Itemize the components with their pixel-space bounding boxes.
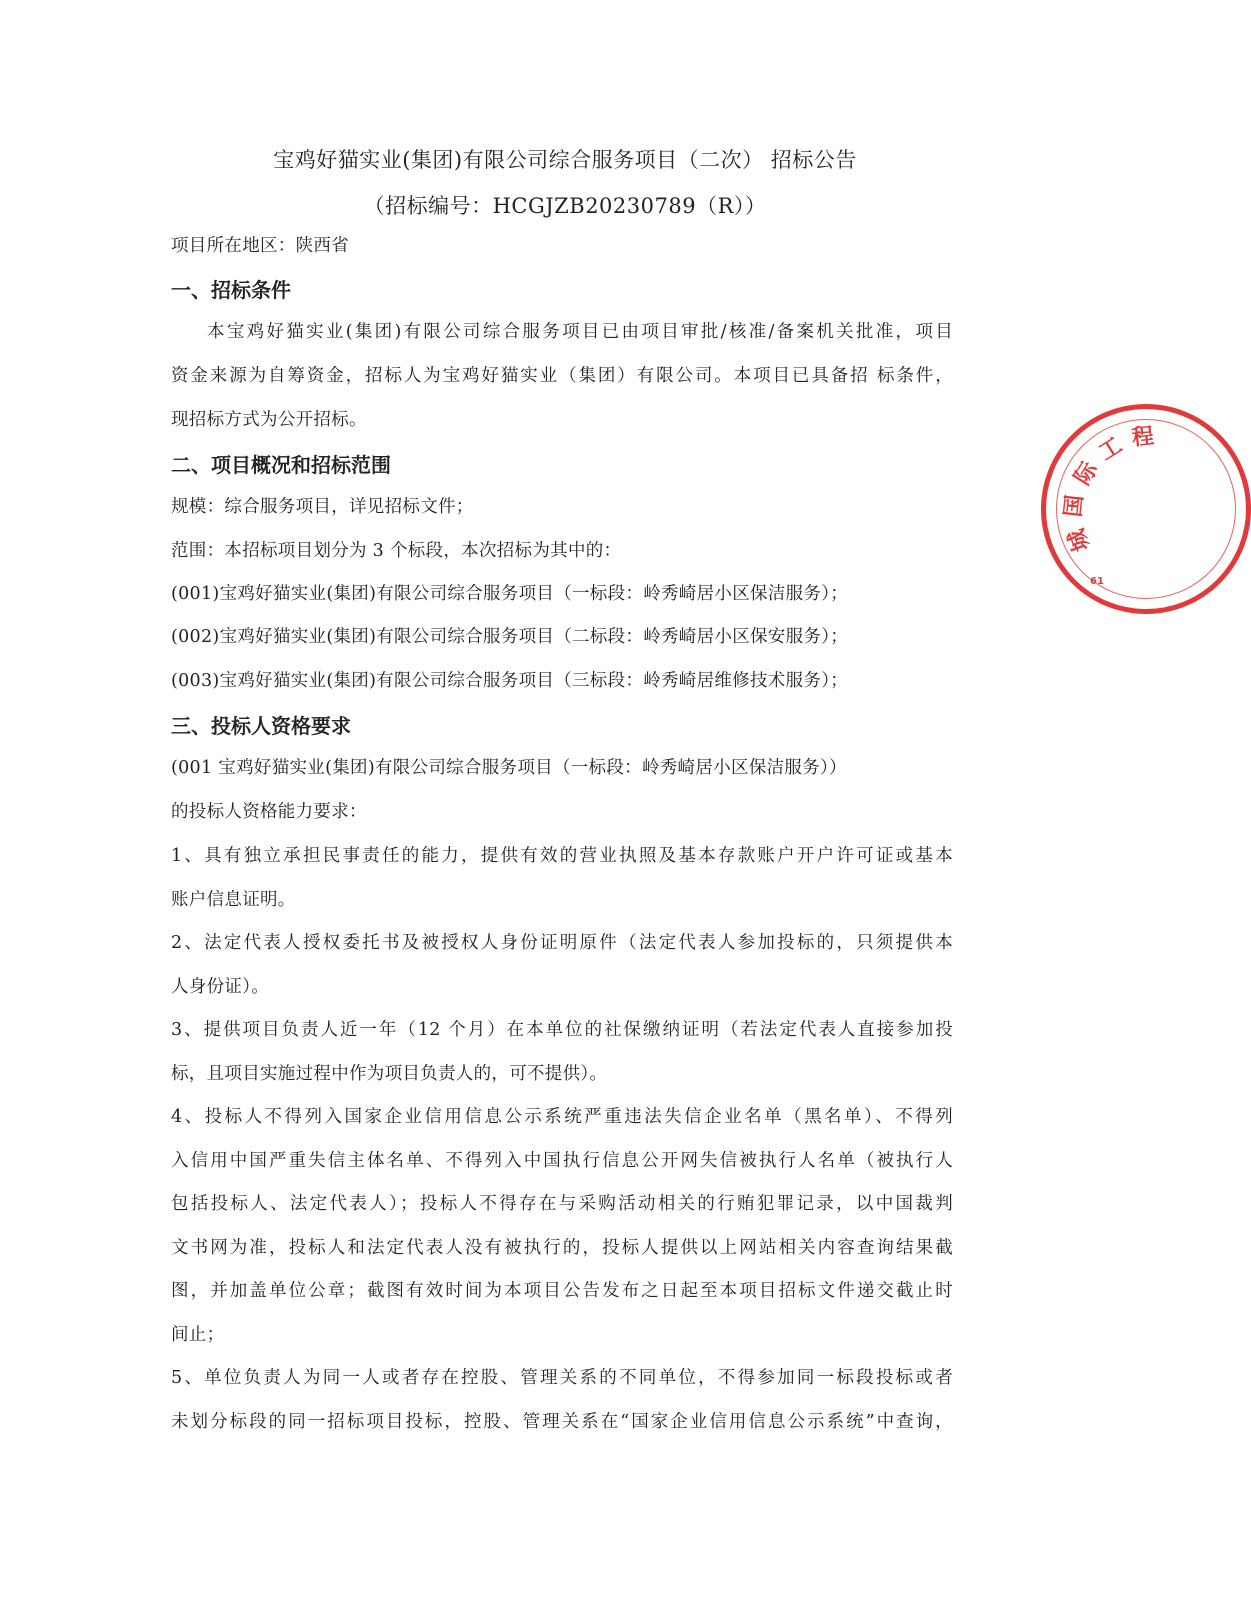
company-seal — [1041, 404, 1251, 614]
seal-character: 工 — [1094, 432, 1127, 466]
project-region: 项目所在地区：陕西省 — [171, 236, 349, 256]
requirement-line: 入信用中国严重失信主体名单、不得列入中国执行信息公开网失信被执行人名单（被执行人 — [171, 1151, 953, 1171]
requirement-line: 包括投标人、法定代表人）；投标人不得存在与采购活动相关的行贿犯罪记录，以中国裁判 — [171, 1194, 953, 1214]
section-heading-1: 一、招标条件 — [171, 278, 291, 302]
requirement-line: 2、法定代表人授权委托书及被授权人身份证明原件（法定代表人参加投标的，只须提供本 — [171, 933, 953, 953]
seal-character: 城 — [1063, 525, 1095, 555]
paragraph-line: 资金来源为自筹资金，招标人为宝鸡好猫实业（集团）有限公司。本项目已具备招 标条件， — [171, 366, 953, 386]
requirement-line: 人身份证）。 — [171, 977, 270, 997]
paragraph-line: (001 宝鸡好猫实业(集团)有限公司综合服务项目（一标段：岭秀崎居小区保洁服务）） — [171, 758, 847, 778]
tender-number: （招标编号：HCGJZB20230789（R）） — [363, 194, 767, 218]
paragraph-line: 范围：本招标项目划分为 3 个标段，本次招标为其中的： — [171, 541, 622, 561]
paragraph-line: 的投标人资格能力要求： — [171, 802, 367, 822]
seal-character: 国 — [1061, 493, 1089, 519]
section-heading-3: 三、投标人资格要求 — [171, 714, 351, 738]
lot-item: (002)宝鸡好猫实业(集团)有限公司综合服务项目（二标段：岭秀崎居小区保安服务）； — [171, 627, 849, 647]
paragraph-line: 本宝鸡好猫实业(集团)有限公司综合服务项目已由项目审批/核准/备案机关批准，项目 — [207, 322, 953, 342]
requirement-line: 3、提供项目负责人近一年（12 个月）在本单位的社保缴纳证明（若法定代表人直接参加投 — [171, 1020, 953, 1040]
section-heading-2: 二、项目概况和招标范围 — [171, 453, 391, 477]
lot-item: (001)宝鸡好猫实业(集团)有限公司综合服务项目（一标段：岭秀崎居小区保洁服务）； — [171, 584, 849, 604]
lot-item: (003)宝鸡好猫实业(集团)有限公司综合服务项目（三标段：岭秀崎居维修技术服务）； — [171, 671, 849, 691]
requirement-line: 间止； — [171, 1325, 225, 1345]
seal-digits: 61 — [1090, 576, 1104, 587]
document-title: 宝鸡好猫实业(集团)有限公司综合服务项目（二次） 招标公告 — [273, 148, 857, 172]
requirement-line: 账户信息证明。 — [171, 890, 296, 910]
requirement-line: 图，并加盖单位公章；截图有效时间为本项目公告发布之日起至本项目招标文件递交截止时 — [171, 1281, 953, 1301]
requirement-line: 文书网为准，投标人和法定代表人没有被执行的，投标人提供以上网站相关内容查询结果截 — [171, 1238, 953, 1258]
seal-character: 程 — [1130, 424, 1156, 452]
requirement-line: 1、具有独立承担民事责任的能力，提供有效的营业执照及基本存款账户开户许可证或基本 — [171, 846, 953, 866]
requirement-line: 标，且项目实施过程中作为项目负责人的，可不提供）。 — [171, 1064, 608, 1084]
requirement-line: 4、投标人不得列入国家企业信用信息公示系统严重违法失信企业名单（黑名单）、不得列 — [171, 1107, 953, 1127]
paragraph-line: 规模：综合服务项目，详见招标文件； — [171, 497, 474, 517]
seal-character: 际 — [1069, 457, 1103, 490]
requirement-line: 未划分标段的同一招标项目投标，控股、管理关系在“国家企业信用信息公示系统”中查询， — [171, 1412, 953, 1432]
paragraph-line: 现招标方式为公开招标。 — [171, 410, 367, 430]
requirement-line: 5、单位负责人为同一人或者存在控股、管理关系的不同单位，不得参加同一标段投标或者 — [171, 1368, 953, 1388]
